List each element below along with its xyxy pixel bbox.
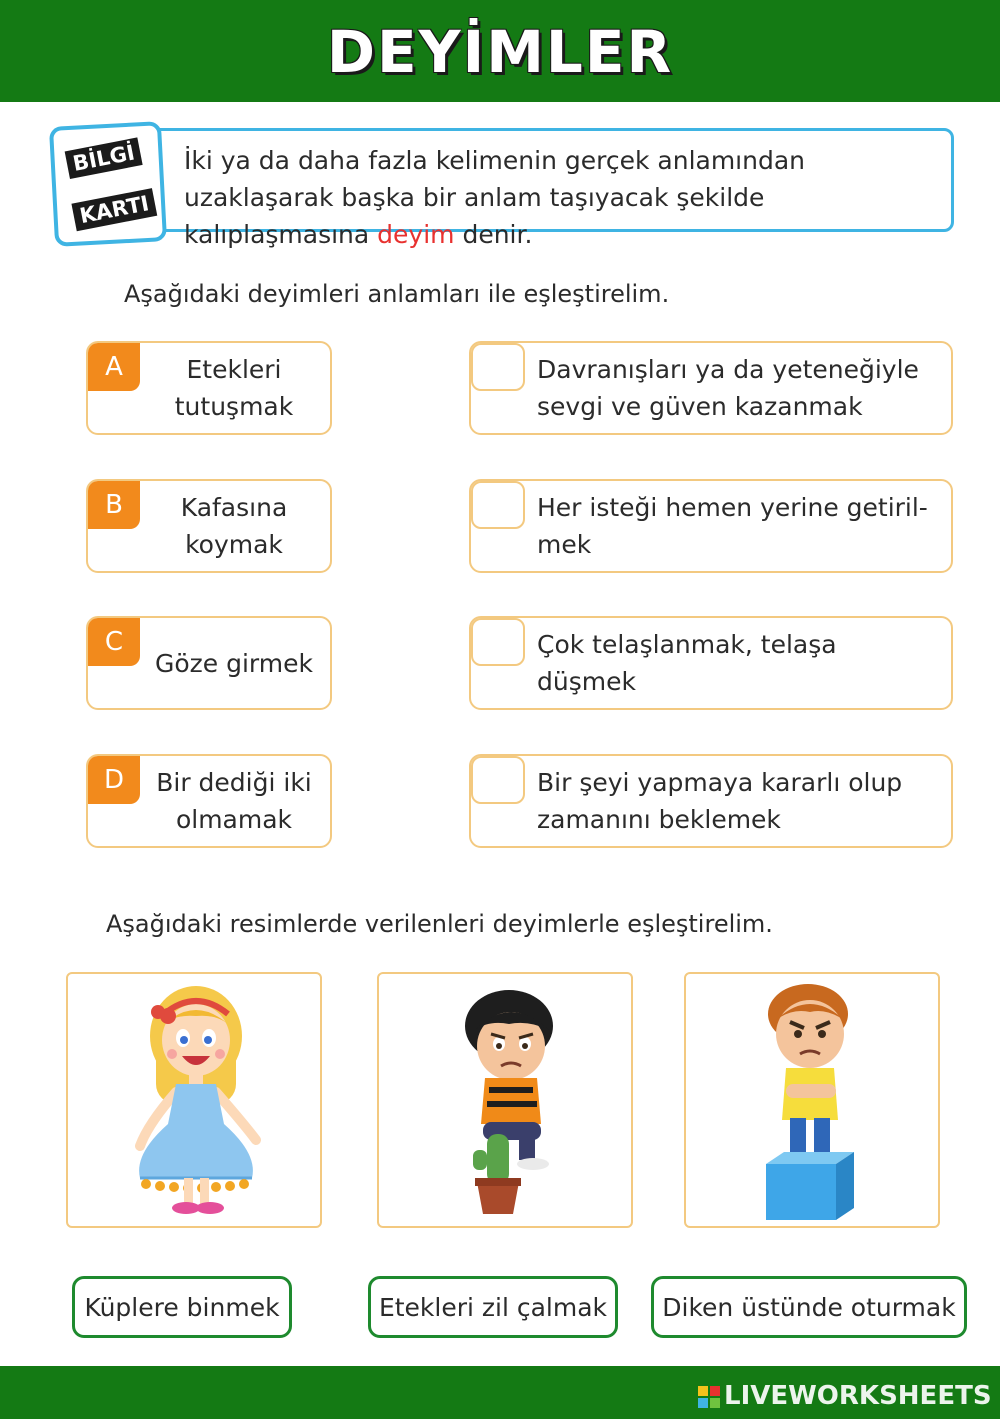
- meaning-text: Davranışları ya da yeteneğiyle sevgi ve güven kazanmak: [537, 355, 919, 421]
- meaning-text: Çok telaşlanmak, telaşa düşmek: [537, 630, 837, 696]
- answer-slot-1[interactable]: [471, 343, 525, 391]
- info-text-end: denir.: [454, 220, 533, 249]
- boy-cactus-illustration: [379, 974, 635, 1230]
- answer-card-kuplere-binmek[interactable]: Küplere binmek: [72, 1276, 292, 1338]
- meaning-text: Bir şeyi yapmaya kararlı olup zamanını beklemek: [537, 768, 903, 834]
- page-title: DEYİMLER: [326, 18, 674, 86]
- info-text-main: İki ya da daha fazla kelimenin gerçek anlamından uzaklaşarak başka bir anlam taşıyacak şekilde kalıplaşmasına: [184, 146, 806, 249]
- meaning-card-4: [469, 754, 953, 848]
- girl-illustration: [68, 974, 324, 1230]
- answer-slot-3[interactable]: [471, 618, 525, 666]
- instruction-2: Aşağıdaki resimlerde verilenleri deyimlerle eşleştirelim.: [106, 910, 773, 938]
- meaning-card-1: [469, 341, 953, 435]
- term-card-b: [86, 479, 332, 573]
- picture-girl-dancing[interactable]: [66, 972, 322, 1228]
- info-badge: [49, 121, 167, 247]
- instruction-1: Aşağıdaki deyimleri anlamları ile eşleştirelim.: [124, 280, 670, 308]
- meaning-card-2: [469, 479, 953, 573]
- meaning-text: Her isteği hemen yerine getiril-mek: [537, 493, 928, 559]
- term-letter: D: [88, 756, 140, 804]
- answer-slot-4[interactable]: [471, 756, 525, 804]
- term-card-d: [86, 754, 332, 848]
- badge-line-1: BİLGİ: [65, 137, 143, 179]
- info-text-highlight: deyim: [377, 220, 455, 249]
- meaning-card-3: [469, 616, 953, 710]
- liveworksheets-brand: LIVEWORKSHEETS: [724, 1381, 992, 1411]
- term-text: Bir dediği iki olmamak: [156, 768, 312, 834]
- boy-cube-illustration: [686, 974, 942, 1230]
- answer-card-diken-ustunde-oturmak[interactable]: Diken üstünde oturmak: [651, 1276, 967, 1338]
- picture-boy-on-cactus[interactable]: [377, 972, 633, 1228]
- term-letter: C: [88, 618, 140, 666]
- term-letter: B: [88, 481, 140, 529]
- term-card-a: [86, 341, 332, 435]
- term-text: Etekleri tutuşmak: [174, 355, 294, 421]
- answer-card-etekleri-zil-calmak[interactable]: Etekleri zil çalmak: [368, 1276, 618, 1338]
- picture-boy-on-cube[interactable]: [684, 972, 940, 1228]
- term-text: Kafasına koymak: [180, 493, 288, 559]
- answer-slot-2[interactable]: [471, 481, 525, 529]
- badge-line-2: KARTI: [71, 188, 157, 231]
- term-card-c: [86, 616, 332, 710]
- term-letter: A: [88, 343, 140, 391]
- liveworksheets-logo-icon: [698, 1386, 720, 1408]
- term-text: Göze girmek: [155, 648, 313, 678]
- info-text: [184, 142, 944, 253]
